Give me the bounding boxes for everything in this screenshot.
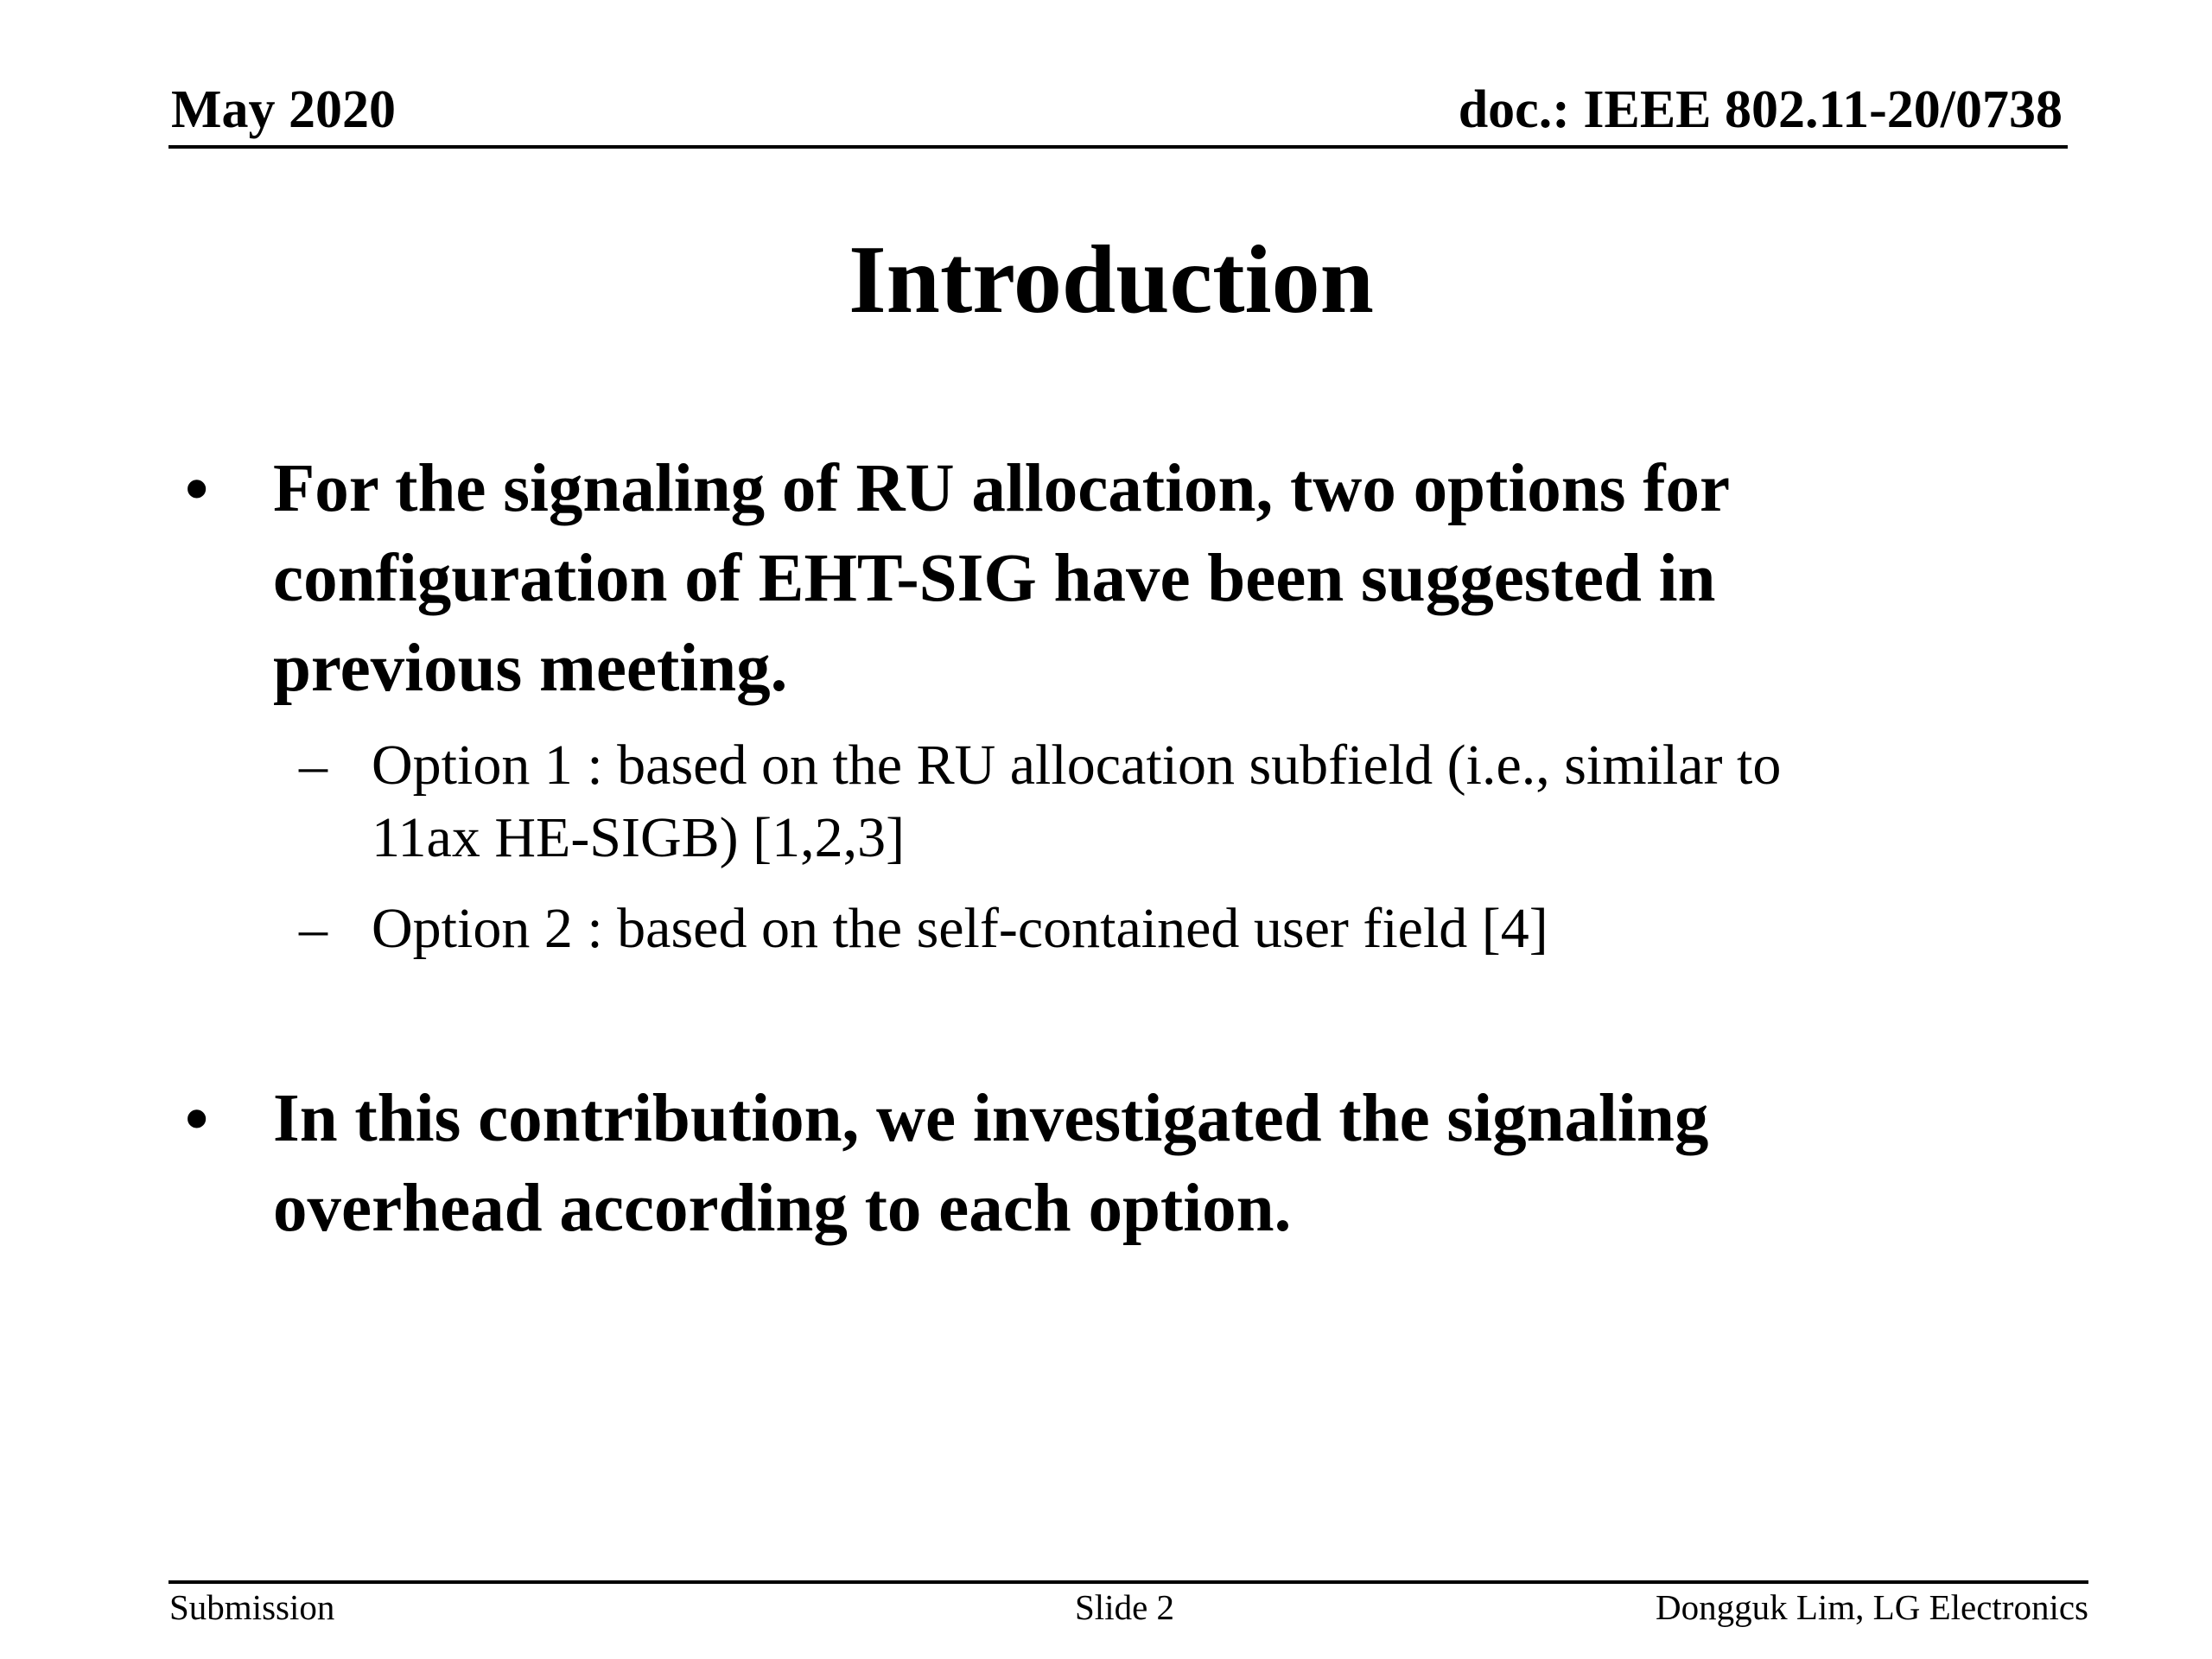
bullet-marker: • bbox=[185, 1081, 209, 1156]
bullet-line: previous meeting. bbox=[273, 631, 788, 706]
sub-bullet-marker: – bbox=[299, 734, 327, 797]
sub-bullet-text bbox=[372, 729, 2013, 874]
sub-bullet-text bbox=[372, 893, 2013, 965]
bullet-line: configuration of EHT-SIG have been suggested in bbox=[273, 541, 1716, 616]
footer-divider bbox=[168, 1580, 2088, 1584]
sub-bullet-line: Option 1 : based on the RU allocation subfield (i.e., similar to bbox=[372, 734, 1782, 797]
header-divider bbox=[168, 145, 2068, 149]
slide-title: Introduction bbox=[849, 226, 1374, 334]
footer-submission: Submission bbox=[169, 1587, 335, 1627]
bullet-line: overhead according to each option. bbox=[273, 1171, 1292, 1246]
header-doc-id: doc.: IEEE 802.11-20/0738 bbox=[1458, 80, 2063, 139]
bullet-text bbox=[273, 1074, 2001, 1254]
sub-bullet-line: 11ax HE-SIGB) [1,2,3] bbox=[372, 806, 906, 869]
footer-author: Dongguk Lim, LG Electronics bbox=[1655, 1587, 2088, 1627]
bullet-marker: • bbox=[185, 451, 209, 526]
bullet-line: In this contribution, we investigated the signaling bbox=[273, 1081, 1709, 1156]
bullet-line: For the signaling of RU allocation, two options for bbox=[273, 451, 1731, 526]
sub-bullet-marker: – bbox=[299, 897, 327, 960]
sub-bullet-line: Option 2 : based on the self-contained user field [4] bbox=[372, 897, 1548, 960]
header-date: May 2020 bbox=[171, 80, 397, 139]
bullet-text bbox=[273, 444, 2001, 714]
footer-slide-number: Slide 2 bbox=[1075, 1587, 1175, 1627]
